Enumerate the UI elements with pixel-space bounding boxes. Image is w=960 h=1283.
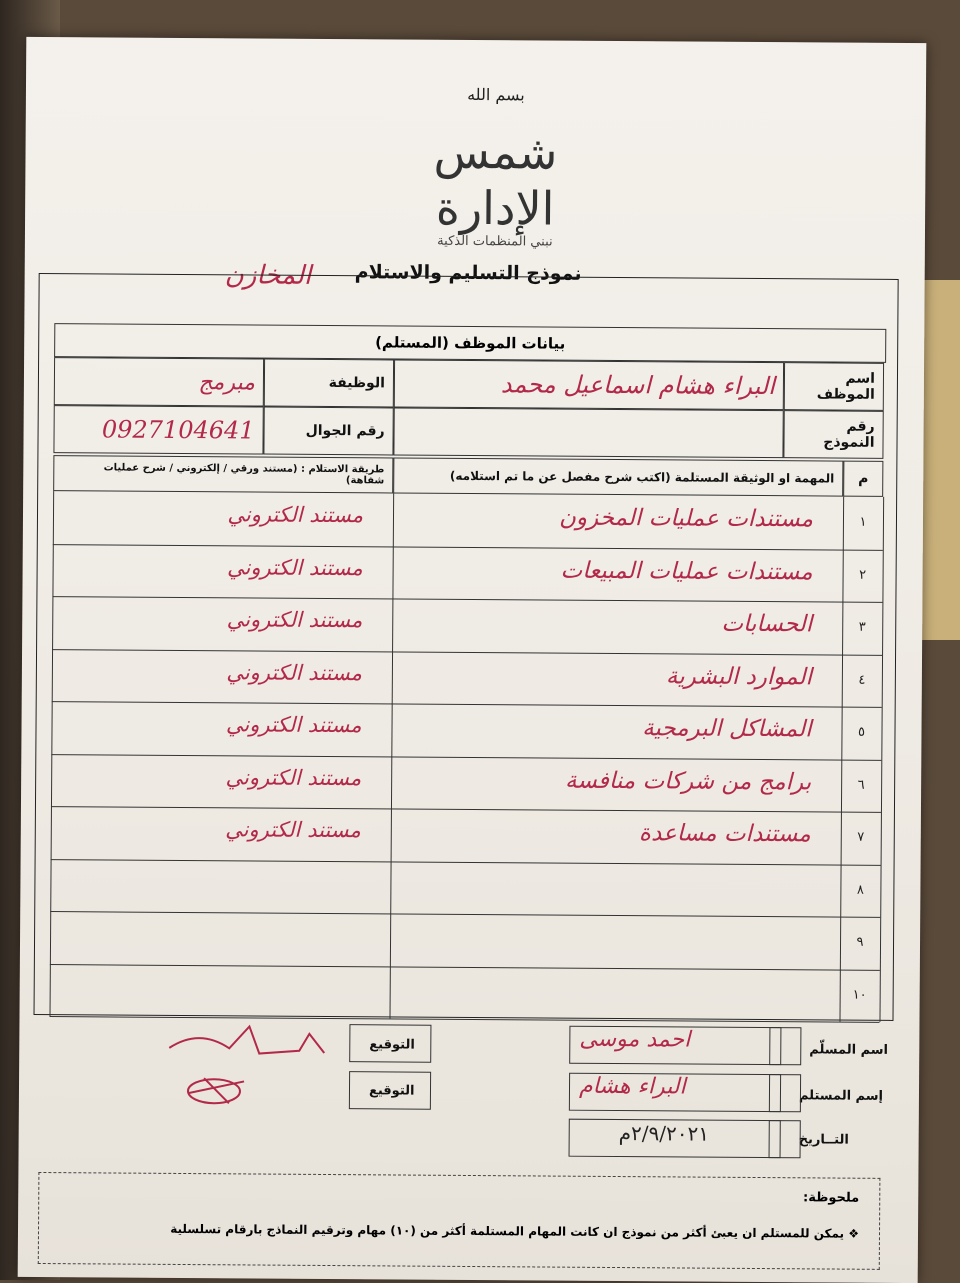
mobile-label xyxy=(263,407,393,456)
col-no-text: م xyxy=(858,470,869,487)
signature-2 xyxy=(169,1063,269,1114)
form-paper xyxy=(18,37,927,1283)
job-label xyxy=(264,359,394,408)
row-number: ٧ xyxy=(857,829,865,845)
sign-label-2: التوقيع xyxy=(368,1083,415,1099)
row-number: ٣ xyxy=(858,619,866,635)
date-value: ٢/٩/٢٠٢١م xyxy=(618,1121,710,1146)
note-box xyxy=(38,1172,881,1270)
row-task[interactable]: برامج من شركات منافسة xyxy=(564,767,812,795)
name-label xyxy=(784,362,884,411)
logo-subtitle: نبني المنظمات الذكية xyxy=(437,233,553,250)
sign-label-box-1 xyxy=(349,1024,431,1063)
form-title-handwritten: المخازن xyxy=(224,260,312,291)
form-no-field[interactable] xyxy=(393,407,783,458)
row-task[interactable]: المشاكل البرمجية xyxy=(642,715,812,743)
row-number: ٨ xyxy=(856,882,864,898)
section-title: بيانات الموظف (المستلم) xyxy=(54,323,886,363)
note-title: ملحوظة: xyxy=(802,1190,860,1206)
sender-label: اسم المسلّم xyxy=(809,1042,889,1058)
row-method[interactable]: مستند الكتروني xyxy=(225,712,362,738)
mobile-label-text: رقم الجوال xyxy=(305,422,385,440)
job-label-text: الوظيفة xyxy=(328,374,385,392)
row-method[interactable]: مستند الكتروني xyxy=(225,817,361,843)
row-number: ٩ xyxy=(856,934,864,950)
logo xyxy=(395,84,596,250)
receiver-label: إسم المستلم xyxy=(798,1088,884,1104)
row-task[interactable]: مستندات مساعدة xyxy=(638,820,811,848)
col-no-header xyxy=(843,461,883,497)
row-number: ٦ xyxy=(857,777,865,793)
row-number: ٤ xyxy=(858,672,866,688)
job-field[interactable] xyxy=(54,357,264,406)
row-task[interactable]: مستندات عمليات المبيعات xyxy=(560,557,813,585)
row-method[interactable]: مستند الكتروني xyxy=(226,659,362,685)
form-no-label-text: رقم النموذج xyxy=(823,418,875,451)
signature-1 xyxy=(159,1018,339,1069)
row-number: ١ xyxy=(859,514,867,530)
note-text-content: يمكن للمستلم ان يعبئ أكثر من نموذج ان كانت المهام المستلمة أكثر من (١٠) مهام وترقيم النماذج بارقام تسلسلية xyxy=(170,1221,845,1241)
date-label: التــاريخ xyxy=(798,1132,849,1148)
col-method-text: طريقة الاستلام : (مستند ورقي / إلكتروني / شرح عمليات شفاهة) xyxy=(103,462,385,487)
mobile-value: 0927104641 xyxy=(101,415,255,445)
logo-title: شمس الإدارة xyxy=(433,124,558,236)
name-label-text: اسم الموظف xyxy=(816,370,876,403)
row-number: ٥ xyxy=(857,724,866,740)
job-value: مبرمج xyxy=(198,369,256,395)
row-method[interactable]: مستند الكتروني xyxy=(226,554,363,580)
row-task[interactable]: مستندات عمليات المخزون xyxy=(558,504,814,533)
row-task[interactable]: الموارد البشرية xyxy=(665,662,812,690)
form-title: نموذج التسليم والاستلام xyxy=(354,261,582,285)
col-method-header xyxy=(53,455,393,493)
row-task[interactable]: الحسابات xyxy=(721,610,813,638)
row-method[interactable]: مستند الكتروني xyxy=(225,764,362,790)
basmala: بسم الله xyxy=(467,84,525,105)
sender-value: احمد موسى xyxy=(579,1026,691,1053)
row-number: ١٠ xyxy=(852,987,867,1003)
name-field[interactable] xyxy=(394,359,784,410)
row-method[interactable]: مستند الكتروني xyxy=(227,502,364,528)
receiver-value: البراء هشام xyxy=(578,1073,686,1100)
note-text: ❖ يمكن للمستلم ان يعبئ أكثر من نموذج ان كانت المهام المستلمة أكثر من (١٠) مهام وترقيم النماذج بارقام تسلسلية xyxy=(170,1221,860,1241)
name-value: البراء هشام اسماعيل محمد xyxy=(500,370,776,401)
sign-label-box-2 xyxy=(349,1071,431,1110)
col-task-header xyxy=(393,457,843,496)
row-method[interactable]: مستند الكتروني xyxy=(226,607,363,633)
form-no-label xyxy=(783,410,883,459)
sign-label-1: التوقيع xyxy=(369,1037,415,1053)
mobile-field[interactable] xyxy=(53,405,263,454)
row-number: ٢ xyxy=(859,567,867,583)
col-task-text: المهمة او الوثيقة المستلمة (اكتب شرح مفصل عن ما تم استلامه) xyxy=(449,468,835,486)
